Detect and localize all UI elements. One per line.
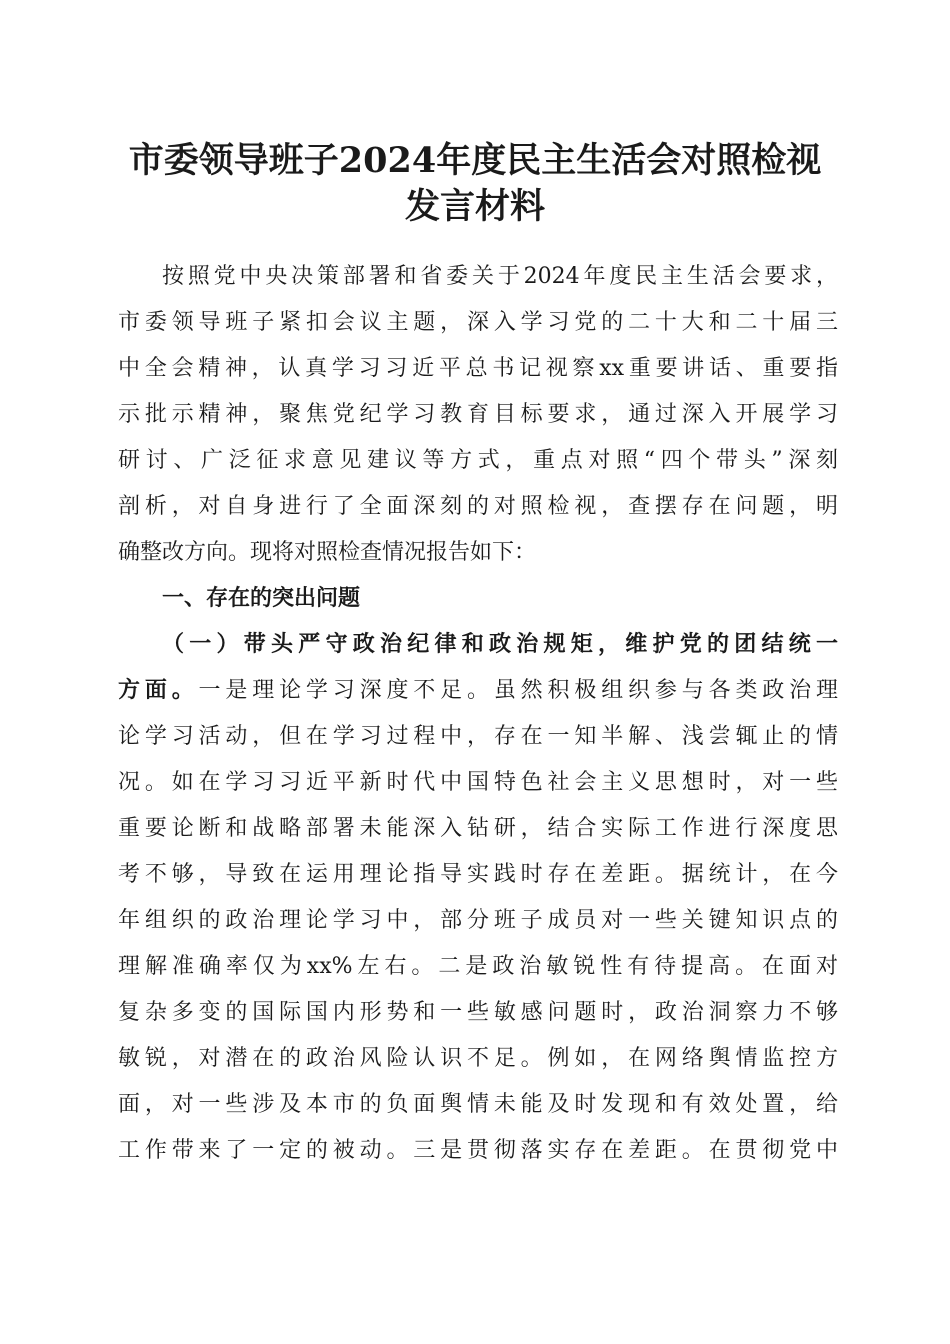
subsection-lead-line: （一）带头严守政治纪律和政治规矩，维护党的团结统一 [162, 632, 838, 657]
subsection-paragraph [118, 622, 838, 1174]
intro-line: 剖析，对自身进行了全面深刻的对照检视，查摆存在问题，明 [118, 494, 838, 519]
document-body [118, 254, 838, 1174]
subsection-line: 面，对一些涉及本市的负面舆情未能及时发现和有效处置，给 [118, 1092, 838, 1117]
subsection-line: 论学习活动，但在学习过程中，存在一知半解、浅尝辄止的情 [118, 724, 838, 749]
intro-line: 市委领导班子紧扣会议主题，深入学习党的二十大和二十届三 [118, 310, 838, 335]
intro-line: 示批示精神，聚焦党纪学习教育目标要求，通过深入开展学习 [118, 402, 838, 427]
intro-line: 研讨、广泛征求意见建议等方式，重点对照“四个带头”深刻 [118, 448, 838, 473]
title-line-1: 市委领导班子2024年度民主生活会对照检视 [128, 140, 822, 181]
subsection-line: 复杂多变的国际国内形势和一些敏感问题时，政治洞察力不够 [118, 1000, 838, 1025]
subsection-line: 工作带来了一定的被动。三是贯彻落实存在差距。在贯彻党中 [118, 1138, 838, 1163]
title-line-2: 发言材料 [404, 186, 545, 227]
subsection-line [118, 668, 838, 714]
intro-line: 确整改方向。现将对照检查情况报告如下： [118, 540, 537, 565]
subsection-line: 理解准确率仅为xx%左右。二是政治敏锐性有待提高。在面对 [118, 954, 838, 979]
subsection-line: 重要论断和战略部署未能深入钻研，结合实际工作进行深度思 [118, 816, 838, 841]
subsection-line: 敏锐，对潜在的政治风险认识不足。例如，在网络舆情监控方 [118, 1046, 838, 1071]
document-title [100, 138, 850, 230]
intro-line: 按照党中央决策部署和省委关于2024年度民主生活会要求， [162, 264, 838, 289]
subsection-line: 年组织的政治理论学习中，部分班子成员对一些关键知识点的 [118, 908, 838, 933]
subsection-line: 况。如在学习习近平新时代中国特色社会主义思想时，对一些 [118, 770, 838, 795]
subsection-text: 一是理论学习深度不足。虽然积极组织参与各类政治理 [198, 678, 838, 703]
intro-line: 中全会精神，认真学习习近平总书记视察xx重要讲话、重要指 [118, 356, 838, 381]
intro-paragraph [118, 254, 838, 576]
subsection-line: 考不够，导致在运用理论指导实践时存在差距。据统计，在今 [118, 862, 838, 887]
section-heading: 一、存在的突出问题 [162, 586, 361, 611]
subsection-lead-end: 方面。 [118, 678, 199, 703]
